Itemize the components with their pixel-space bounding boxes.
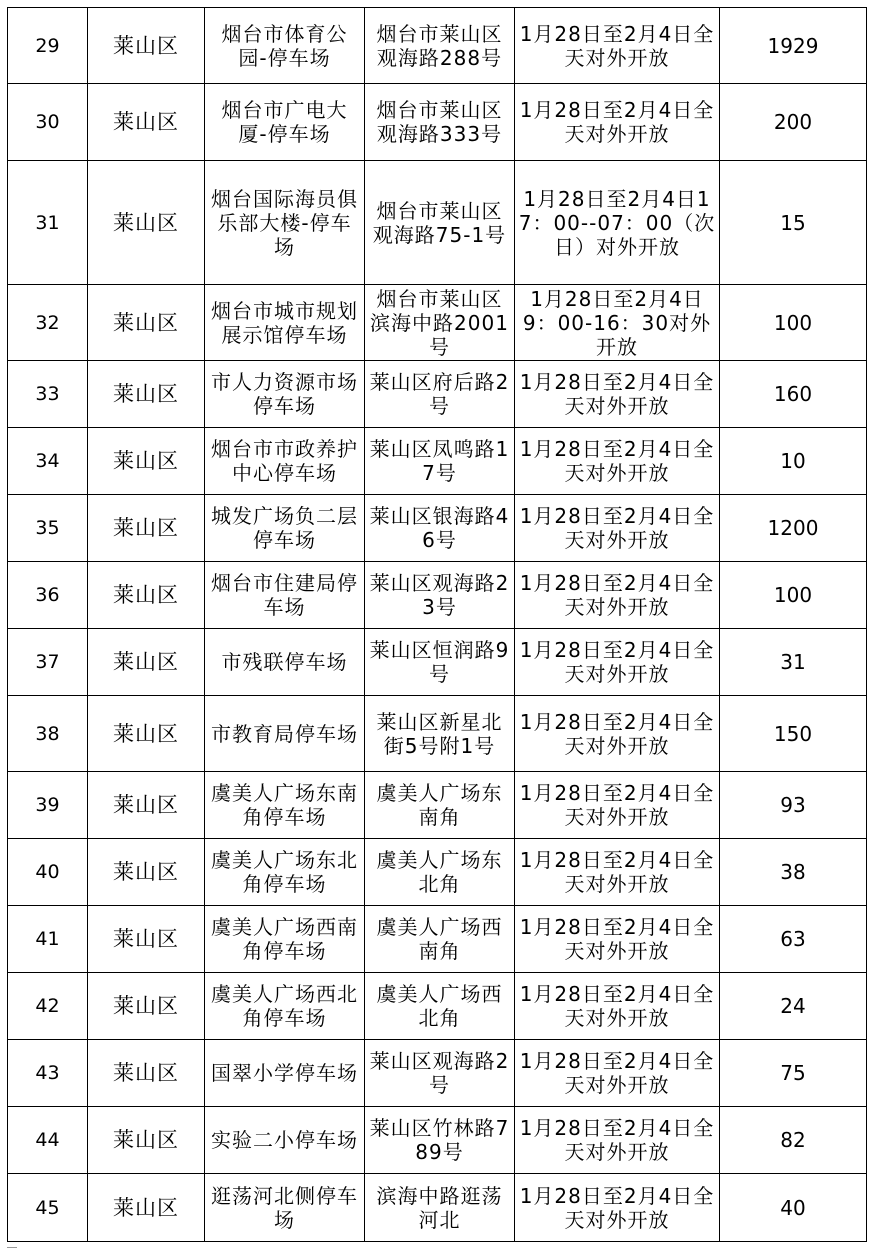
- cell-parking-name-text: 烟台市住建局停车场: [211, 571, 358, 619]
- cell-space-count-text: 93: [780, 793, 806, 817]
- cell-opening-time-text: 1月28日至2月4日全天对外开放: [519, 370, 715, 418]
- cell-number: [8, 629, 88, 696]
- cell-space-count: [720, 562, 867, 629]
- cell-opening-time: [515, 973, 720, 1040]
- cell-district: [88, 1040, 205, 1107]
- cell-number-text: 44: [35, 1129, 60, 1151]
- cell-district: [88, 839, 205, 906]
- cell-number-text: 45: [35, 1196, 60, 1219]
- cell-district-text: 莱山区: [113, 650, 179, 674]
- cell-space-count: [720, 1040, 867, 1107]
- cell-address: [365, 906, 515, 973]
- cell-number: [8, 839, 88, 906]
- cell-opening-time: [515, 562, 720, 629]
- cell-district-text: 莱山区: [113, 793, 179, 817]
- cell-space-count-text: 200: [773, 110, 813, 134]
- cell-address: [365, 696, 515, 772]
- cell-address-text: 莱山区新星北街5号附1号: [376, 709, 503, 758]
- cell-address: [365, 973, 515, 1040]
- table-row: [8, 839, 867, 906]
- cell-number-text: 36: [35, 584, 60, 606]
- cell-opening-time: [515, 906, 720, 973]
- cell-opening-time: [515, 361, 720, 428]
- cell-opening-time-text: 1月28日至2月4日全天对外开放: [519, 915, 715, 963]
- document-page: [7, 7, 866, 1242]
- cell-number: [8, 696, 88, 772]
- cell-space-count: [720, 973, 867, 1040]
- cell-space-count-text: 10: [780, 449, 806, 473]
- cell-address-text: 莱山区凤鸣路17号: [369, 437, 510, 485]
- cell-address-text: 滨海中路逛荡河北: [376, 1183, 503, 1232]
- cell-space-count: [720, 361, 867, 428]
- cell-opening-time: [515, 1040, 720, 1107]
- cell-parking-name: [205, 772, 365, 839]
- cell-district: [88, 428, 205, 495]
- cell-opening-time-text: 1月28日至2月4日全天对外开放: [519, 1183, 715, 1232]
- cell-district: [88, 495, 205, 562]
- cell-parking-name: [205, 1107, 365, 1174]
- cell-parking-name-text: 虞美人广场东南角停车场: [211, 781, 358, 829]
- cell-parking-name: [205, 973, 365, 1040]
- cell-space-count: [720, 161, 867, 285]
- cell-district-text: 莱山区: [113, 1195, 179, 1220]
- cell-district: [88, 1174, 205, 1242]
- cell-space-count: [720, 839, 867, 906]
- cell-number: [8, 84, 88, 161]
- cell-address: [365, 629, 515, 696]
- cell-address-text: 虞美人广场西北角: [376, 982, 503, 1030]
- cell-address-text: 烟台市莱山区观海路75-1号: [372, 198, 507, 247]
- cell-space-count: [720, 772, 867, 839]
- cell-parking-name-text: 烟台市城市规划展示馆停车场: [211, 298, 358, 347]
- cell-opening-time: [515, 428, 720, 495]
- cell-number: [8, 428, 88, 495]
- table-row: [8, 629, 867, 696]
- cell-opening-time: [515, 1174, 720, 1242]
- cell-address-text: 莱山区银海路46号: [369, 504, 510, 552]
- cell-address: [365, 772, 515, 839]
- cell-district: [88, 161, 205, 285]
- cell-district-text: 莱山区: [113, 516, 179, 540]
- cell-number: [8, 1107, 88, 1174]
- cell-parking-name-text: 烟台市广电大厦-停车场: [221, 98, 348, 146]
- cell-district-text: 莱山区: [113, 927, 179, 951]
- cell-space-count: [720, 1107, 867, 1174]
- cell-number: [8, 285, 88, 361]
- cell-address-text: 莱山区观海路2号: [369, 1049, 510, 1097]
- cell-opening-time-text: 1月28日至2月4日全天对外开放: [519, 982, 715, 1030]
- cell-space-count: [720, 8, 867, 84]
- cell-address: [365, 161, 515, 285]
- cell-parking-name: [205, 361, 365, 428]
- cell-district-text: 莱山区: [113, 110, 179, 134]
- cell-parking-name-text: 市残联停车场: [221, 650, 348, 674]
- table-row: [8, 1040, 867, 1107]
- cell-district: [88, 8, 205, 84]
- cell-number: [8, 772, 88, 839]
- cell-parking-name-text: 烟台国际海员俱乐部大楼-停车场: [211, 186, 358, 259]
- cell-opening-time-text: 1月28日至2月4日全天对外开放: [519, 21, 715, 70]
- cell-space-count-text: 100: [773, 583, 813, 607]
- cell-parking-name-text: 虞美人广场西南角停车场: [211, 915, 358, 963]
- cell-district-text: 莱山区: [113, 33, 179, 58]
- table-row: [8, 285, 867, 361]
- cell-parking-name-text: 城发广场负二层停车场: [211, 504, 358, 552]
- cell-parking-name: [205, 1174, 365, 1242]
- cell-district: [88, 772, 205, 839]
- parking-lot-table: [7, 7, 867, 1242]
- cell-district-text: 莱山区: [113, 310, 179, 335]
- cell-parking-name: [205, 1040, 365, 1107]
- cell-parking-name: [205, 562, 365, 629]
- cell-space-count: [720, 629, 867, 696]
- table-row: [8, 696, 867, 772]
- cell-number: [8, 161, 88, 285]
- cell-district-text: 莱山区: [113, 449, 179, 473]
- cell-space-count-text: 75: [780, 1061, 806, 1085]
- cell-address: [365, 1040, 515, 1107]
- cell-number-text: 31: [35, 211, 60, 234]
- cell-opening-time-text: 1月28日至2月4日全天对外开放: [519, 504, 715, 552]
- cell-address-text: 虞美人广场东南角: [376, 781, 503, 829]
- cell-opening-time-text: 1月28日至2月4日全天对外开放: [519, 571, 715, 619]
- cell-number: [8, 361, 88, 428]
- cell-opening-time: [515, 495, 720, 562]
- cell-parking-name-text: 烟台市市政养护中心停车场: [211, 437, 358, 485]
- cell-parking-name: [205, 696, 365, 772]
- cell-number-text: 35: [35, 517, 60, 539]
- cell-number: [8, 906, 88, 973]
- cell-opening-time: [515, 772, 720, 839]
- cell-number-text: 30: [35, 111, 60, 133]
- cell-address: [365, 1107, 515, 1174]
- cell-opening-time-text: 1月28日至2月4日全天对外开放: [519, 781, 715, 829]
- table-row: [8, 8, 867, 84]
- cell-number: [8, 1040, 88, 1107]
- cell-opening-time: [515, 84, 720, 161]
- cell-parking-name: [205, 285, 365, 361]
- cell-parking-name: [205, 428, 365, 495]
- cell-opening-time-text: 1月28日至2月4日全天对外开放: [519, 1116, 715, 1164]
- cell-number: [8, 1174, 88, 1242]
- cell-parking-name: [205, 495, 365, 562]
- cell-district: [88, 629, 205, 696]
- cell-opening-time-text: 1月28日至2月4日全天对外开放: [519, 848, 715, 896]
- cell-parking-name: [205, 839, 365, 906]
- cell-space-count-text: 1929: [767, 33, 819, 58]
- cell-number: [8, 973, 88, 1040]
- cell-address: [365, 84, 515, 161]
- cell-opening-time: [515, 696, 720, 772]
- cell-opening-time: [515, 839, 720, 906]
- table-body: [8, 8, 867, 1242]
- cell-parking-name: [205, 629, 365, 696]
- cell-number-text: 40: [35, 861, 60, 883]
- cell-parking-name-text: 虞美人广场东北角停车场: [211, 848, 358, 896]
- cell-space-count-text: 100: [773, 310, 813, 335]
- cell-district: [88, 361, 205, 428]
- cell-opening-time-text: 1月28日至2月4日9：00-16：30对外开放: [522, 286, 712, 359]
- cell-space-count-text: 63: [780, 927, 806, 951]
- cell-space-count-text: 150: [773, 721, 813, 746]
- cell-address-text: 虞美人广场东北角: [376, 848, 503, 896]
- table-row: [8, 84, 867, 161]
- cell-space-count-text: 15: [780, 210, 806, 235]
- cell-parking-name: [205, 8, 365, 84]
- cell-parking-name-text: 实验二小停车场: [211, 1128, 358, 1152]
- cell-parking-name-text: 市教育局停车场: [211, 721, 358, 746]
- cell-address-text: 烟台市莱山区观海路333号: [376, 98, 503, 146]
- cell-address-text: 虞美人广场西南角: [376, 915, 503, 963]
- cell-parking-name-text: 烟台市体育公园-停车场: [221, 21, 348, 70]
- cell-number-text: 37: [35, 651, 60, 673]
- cell-space-count-text: 40: [780, 1195, 806, 1220]
- cell-number-text: 32: [35, 311, 60, 334]
- cell-address: [365, 285, 515, 361]
- cell-number-text: 43: [35, 1062, 60, 1084]
- cell-district: [88, 973, 205, 1040]
- cell-number: [8, 562, 88, 629]
- cell-opening-time-text: 1月28日至2月4日全天对外开放: [519, 709, 715, 758]
- cell-address-text: 烟台市莱山区滨海中路2001号: [370, 286, 509, 359]
- cell-space-count: [720, 428, 867, 495]
- cell-opening-time: [515, 285, 720, 361]
- table-row: [8, 973, 867, 1040]
- cell-opening-time: [515, 8, 720, 84]
- cell-district-text: 莱山区: [113, 994, 179, 1018]
- cell-space-count-text: 160: [773, 382, 813, 406]
- cell-district: [88, 84, 205, 161]
- cell-number: [8, 495, 88, 562]
- cell-address-text: 莱山区府后路2号: [369, 370, 510, 418]
- table-row: [8, 772, 867, 839]
- table-row: [8, 428, 867, 495]
- cell-address: [365, 361, 515, 428]
- table-row: [8, 495, 867, 562]
- cell-opening-time-text: 1月28日至2月4日全天对外开放: [519, 638, 715, 686]
- cell-space-count-text: 31: [780, 650, 806, 674]
- cell-district: [88, 562, 205, 629]
- cell-space-count-text: 38: [780, 860, 806, 884]
- table-row: [8, 1107, 867, 1174]
- cell-space-count: [720, 696, 867, 772]
- cell-number-text: 33: [35, 383, 60, 405]
- cell-space-count: [720, 495, 867, 562]
- cell-number-text: 42: [35, 995, 60, 1017]
- cell-district-text: 莱山区: [113, 583, 179, 607]
- cell-address: [365, 428, 515, 495]
- cell-district: [88, 696, 205, 772]
- cell-parking-name-text: 市人力资源市场停车场: [211, 370, 358, 418]
- cell-number: [8, 8, 88, 84]
- cell-district: [88, 1107, 205, 1174]
- cell-district-text: 莱山区: [113, 382, 179, 406]
- cell-address: [365, 1174, 515, 1242]
- cell-number-text: 29: [35, 34, 60, 57]
- cell-space-count: [720, 84, 867, 161]
- cell-number-text: 41: [35, 928, 60, 950]
- cell-opening-time: [515, 1107, 720, 1174]
- cell-opening-time-text: 1月28日至2月4日全天对外开放: [519, 98, 715, 146]
- table-row: [8, 361, 867, 428]
- cell-space-count: [720, 285, 867, 361]
- cell-parking-name: [205, 161, 365, 285]
- cell-address: [365, 839, 515, 906]
- table-row: [8, 906, 867, 973]
- cell-opening-time-text: 1月28日至2月4日全天对外开放: [519, 1049, 715, 1097]
- cell-space-count: [720, 906, 867, 973]
- cell-space-count: [720, 1174, 867, 1242]
- cell-opening-time-text: 1月28日至2月4日17：00--07：00（次日）对外开放: [518, 186, 716, 259]
- cell-district-text: 莱山区: [113, 210, 179, 235]
- cell-district: [88, 906, 205, 973]
- cell-district-text: 莱山区: [113, 1128, 179, 1152]
- cell-number-text: 38: [35, 722, 60, 745]
- cell-parking-name-text: 国翠小学停车场: [211, 1061, 358, 1085]
- table-row: [8, 161, 867, 285]
- cell-address: [365, 8, 515, 84]
- cell-number-text: 34: [35, 450, 60, 472]
- cell-district: [88, 285, 205, 361]
- cell-parking-name: [205, 906, 365, 973]
- cell-parking-name: [205, 84, 365, 161]
- cell-address-text: 莱山区恒润路9号: [369, 638, 510, 686]
- cell-address-text: 莱山区观海路23号: [369, 571, 510, 619]
- cell-district-text: 莱山区: [113, 860, 179, 884]
- cell-district-text: 莱山区: [113, 721, 179, 746]
- cell-space-count-text: 1200: [767, 516, 819, 540]
- cell-parking-name-text: 逛荡河北侧停车场: [211, 1183, 358, 1232]
- cell-space-count-text: 82: [780, 1128, 806, 1152]
- cell-district-text: 莱山区: [113, 1061, 179, 1085]
- cell-address: [365, 495, 515, 562]
- table-row: [8, 1174, 867, 1242]
- cell-address-text: 莱山区竹林路789号: [369, 1116, 510, 1164]
- cell-number-text: 39: [35, 794, 60, 816]
- cell-parking-name-text: 虞美人广场西北角停车场: [211, 982, 358, 1030]
- table-row: [8, 562, 867, 629]
- cell-address-text: 烟台市莱山区观海路288号: [376, 21, 503, 70]
- cell-address: [365, 562, 515, 629]
- cell-space-count-text: 24: [780, 994, 806, 1018]
- cell-opening-time: [515, 629, 720, 696]
- cell-opening-time-text: 1月28日至2月4日全天对外开放: [519, 437, 715, 485]
- cell-opening-time: [515, 161, 720, 285]
